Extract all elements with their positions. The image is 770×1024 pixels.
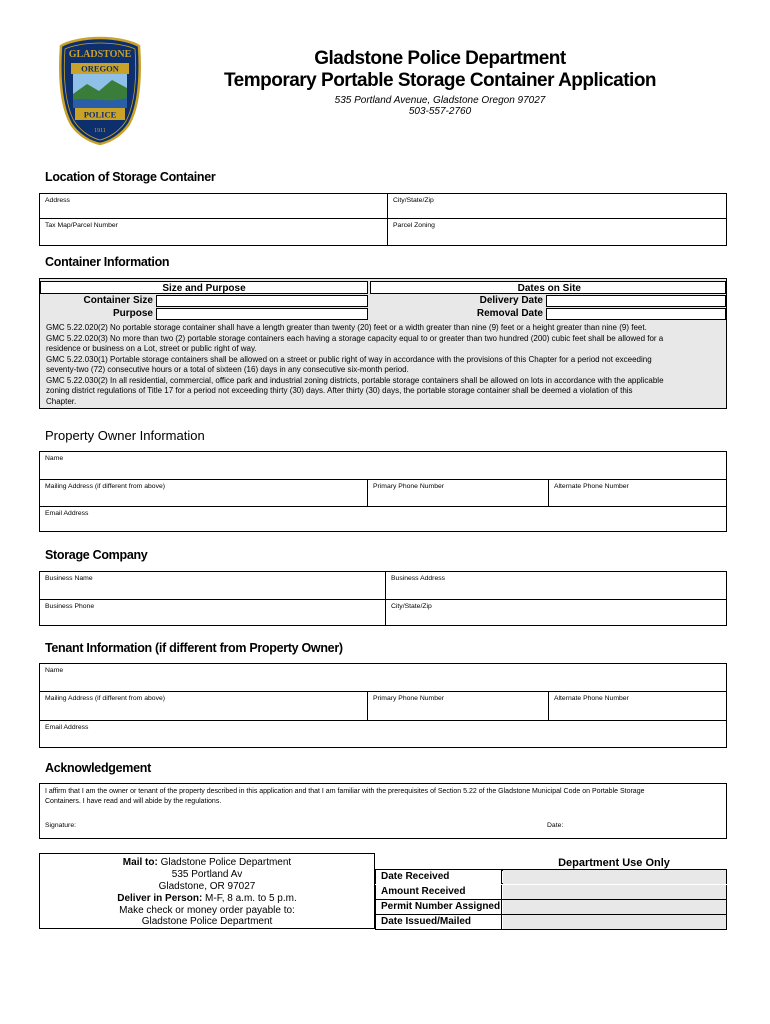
delivery-date-input[interactable] <box>546 295 726 307</box>
container-section-title: Container Information <box>45 255 170 269</box>
date-issued-row[interactable] <box>375 915 727 930</box>
gmc-line: GMC 5.22.030(1) Portable storage containers shall be allowed on a street or public right of way in accordance with the provisions of this Chapter for a period not exceeding <box>46 354 652 364</box>
badge-year-text: 1911 <box>94 128 106 134</box>
owner-alternate-phone-field[interactable]: Alternate Phone Number <box>554 483 629 490</box>
payable-instructions: Make check or money order payable to: <box>119 905 295 916</box>
deliver-label: Deliver in Person: <box>117 893 203 904</box>
container-size-input[interactable] <box>156 295 368 307</box>
badge-top-text: GLADSTONE <box>68 49 132 60</box>
mailing-instructions-box <box>39 853 375 929</box>
deliver-hours: M-F, 8 a.m. to 5 p.m. <box>202 893 297 904</box>
gmc-line: residence or business on a Lot, street or public right of way. <box>46 344 257 353</box>
owner-section-title: Property Owner Information <box>45 428 205 443</box>
department-address: 535 Portland Avenue, Gladstone Oregon 97027 <box>334 95 546 106</box>
permit-number-label: Permit Number Assigned <box>376 900 502 914</box>
owner-email-field[interactable]: Email Address <box>45 510 89 517</box>
date-field[interactable]: Date: <box>547 822 564 829</box>
badge-bottom-text: POLICE <box>83 109 117 120</box>
company-table <box>39 571 727 626</box>
location-section-title: Location of Storage Container <box>45 170 216 184</box>
gmc-line: GMC 5.22.020(3) No more than two (2) portable storage containers each having a storage capacity equal to or greater than two hundred (200) cubic feet shall be allowed for a <box>46 333 664 343</box>
tenant-name-field[interactable]: Name <box>45 667 64 674</box>
mail-to-label: Mail to: <box>122 857 158 868</box>
mail-to-line <box>40 857 374 869</box>
business-name-field[interactable]: Business Name <box>45 575 93 582</box>
gmc-line: seventy-two (72) consecutive hours or a total of sixteen (16) days in any consecutive six-month period. <box>46 365 409 374</box>
business-phone-field[interactable]: Business Phone <box>45 603 95 610</box>
date-received-row[interactable] <box>375 869 727 884</box>
mail-street: 535 Portland Av <box>171 869 243 880</box>
owner-primary-phone-field[interactable]: Primary Phone Number <box>373 483 445 490</box>
location-table <box>39 193 727 246</box>
dates-on-site-header: Dates on Site <box>370 281 726 294</box>
mail-city: Gladstone, OR 97027 <box>158 881 256 892</box>
tenant-primary-phone-field[interactable]: Primary Phone Number <box>373 695 445 702</box>
tenant-table <box>39 663 727 748</box>
parcel-zoning-field[interactable]: Parcel Zoning <box>393 222 435 229</box>
deliver-in-person-line <box>40 893 374 905</box>
department-use-title: Department Use Only <box>501 856 727 871</box>
gladstone-police-badge <box>57 36 143 146</box>
acknowledgement-line-2: Containers. I have read and will abide by the regulations. <box>45 798 222 805</box>
department-title: Gladstone Police Department <box>314 48 566 69</box>
tenant-email-field[interactable]: Email Address <box>45 724 89 731</box>
gmc-line: zoning district regulations of Title 17 for a period not exceeding thirty (30) days. After thirty (30) days, the portable storage container shall be deemed a violation of this <box>46 386 633 395</box>
amount-received-row[interactable] <box>375 885 727 900</box>
company-section-title: Storage Company <box>45 548 148 562</box>
purpose-label: Purpose <box>112 308 153 319</box>
company-city-state-zip-field[interactable]: City/State/Zip <box>391 603 432 610</box>
delivery-date-label: Delivery Date <box>479 295 543 306</box>
purpose-input[interactable] <box>156 308 368 320</box>
department-phone: 503-557-2760 <box>408 106 472 117</box>
size-purpose-header: Size and Purpose <box>40 281 368 294</box>
removal-date-label: Removal Date <box>476 308 543 319</box>
container-size-label: Container Size <box>83 295 153 306</box>
address-field[interactable]: Address <box>45 197 70 204</box>
acknowledgement-section-title: Acknowledgement <box>45 761 151 775</box>
payee-name: Gladstone Police Department <box>141 916 273 927</box>
tenant-section-title: Tenant Information (if different from Property Owner) <box>45 641 343 655</box>
tax-map-field[interactable]: Tax Map/Parcel Number <box>45 222 118 229</box>
acknowledgement-box <box>39 783 727 839</box>
badge-state-text: OREGON <box>81 63 119 74</box>
permit-number-row[interactable] <box>375 900 727 915</box>
form-title: Temporary Portable Storage Container Application <box>223 70 657 91</box>
gmc-line: GMC 5.22.030(2) In all residential, commercial, office park and industrial zoning districts, portable storage containers shall be allowed on lots in accordance with the applicable <box>46 375 664 385</box>
amount-received-label: Amount Received <box>376 885 502 899</box>
removal-date-input[interactable] <box>546 308 726 320</box>
city-state-zip-field[interactable]: City/State/Zip <box>393 197 434 204</box>
mail-to-name: Gladstone Police Department <box>157 857 292 868</box>
business-address-field[interactable]: Business Address <box>391 575 446 582</box>
tenant-mailing-address-field[interactable]: Mailing Address (if different from above) <box>45 695 166 702</box>
owner-mailing-address-field[interactable]: Mailing Address (if different from above) <box>45 483 166 490</box>
date-issued-label: Date Issued/Mailed <box>376 915 502 929</box>
department-use-box <box>375 856 727 930</box>
date-received-label: Date Received <box>376 870 502 884</box>
owner-table <box>39 451 727 532</box>
gmc-line: Chapter. <box>46 396 77 406</box>
owner-name-field[interactable]: Name <box>45 455 64 462</box>
acknowledgement-line-1: I affirm that I am the owner or tenant of the property described in this application and that I am familiar with the prerequisites of Section 5.22 of the Gladstone Municipal Code on Portable Storage <box>45 788 645 795</box>
gmc-line: GMC 5.22.020(2) No portable storage container shall have a length greater than twenty (20) feet or a width greater than nine (9) feet or a height greater than nine (9) feet. <box>46 323 647 332</box>
tenant-alternate-phone-field[interactable]: Alternate Phone Number <box>554 695 629 702</box>
signature-field[interactable]: Signature: <box>45 822 76 829</box>
